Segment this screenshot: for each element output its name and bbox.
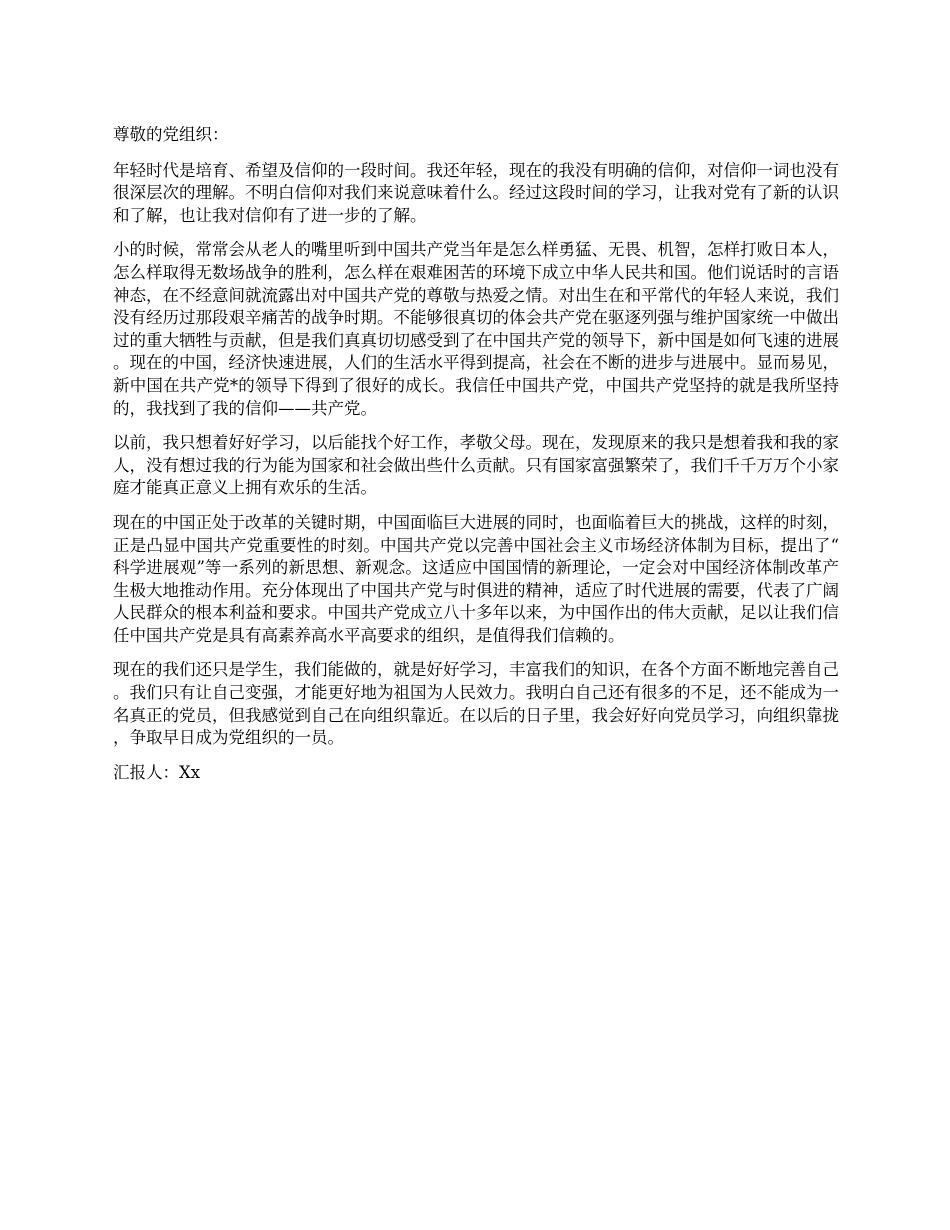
salutation: 尊敬的党组织： (113, 125, 229, 144)
paragraph-1: 年轻时代是培育、希望及信仰的一段时间。我还年轻，现在的我没有明确的信仰，对信仰一词也没有很深层次的理解。不明白信仰对我们来说意味着什么。经过这段时间的学习，让我对党有了新的认识和了解，也让我对信仰有了进一步的了解。 (113, 160, 839, 225)
paragraph-4: 现在的中国正处于改革的关键时期，中国面临巨大进展的同时，也面临着巨大的挑战，这样的时刻，正是凸显中国共产党重要性的时刻。中国共产党以完善中国社会主义市场经济体制为目标，提出了“科学进展观”等一系列的新思想、新观念。这适应中国国情的新理论，一定会对中国经济体制改革产生极大地推动作用。充分体现出了中国共产党与时俱进的精神，适应了时代进展的需要，代表了广阔人民群众的根本利益和要求。中国共产党成立八十多年以来，为中国作出的伟大贡献，足以让我们信任中国共产党是具有高素养高水平高要求的组织，是值得我们信赖的。 (113, 512, 839, 645)
paragraph-3: 以前，我只想着好好学习，以后能找个好工作，孝敬父母。现在，发现原来的我只是想着我和我的家人，没有想过我的行为能为国家和社会做出些什么贡献。只有国家富强繁荣了，我们千千万万个小家庭才能真正意义上拥有欢乐的生活。 (113, 433, 839, 498)
signature: 汇报人：Xx (113, 762, 201, 782)
document-body (113, 124, 839, 796)
paragraph-2: 小的时候，常常会从老人的嘴里听到中国共产党当年是怎么样勇猛、无畏、机智，怎样打败日本人，怎么样取得无数场战争的胜利，怎么样在艰难困苦的环境下成立中华人民共和国。他们说话时的言语神态，在不经意间就流露出对中国共产党的尊敬与热爱之情。对出生在和平常代的年轻人来说，我们没有经历过那段艰辛痛苦的战争时期。不能够很真切的体会共产党在驱逐列强与维护国家统一中做出过的重大牺牲与贡献，但是我们真真切切感受到了在中国共产党的领导下，新中国是如何飞速的进展。现在的中国，经济快速进展，人们的生活水平得到提高，社会在不断的进步与进展中。显而易见，新中国在共产党*的领导下得到了很好的成长。我信任中国共产党，中国共产党坚持的就是我所坚持的，我找到了我的信仰——共产党。 (113, 240, 839, 418)
paragraph-5: 现在的我们还只是学生，我们能做的，就是好好学习，丰富我们的知识，在各个方面不断地完善自己。我们只有让自己变强，才能更好地为祖国为人民效力。我明白自己还有很多的不足，还不能成为一名真正的党员，但我感觉到自己在向组织靠近。在以后的日子里，我会好好向党员学习，向组织靠拢，争取早日成为党组织的一员。 (113, 660, 839, 748)
